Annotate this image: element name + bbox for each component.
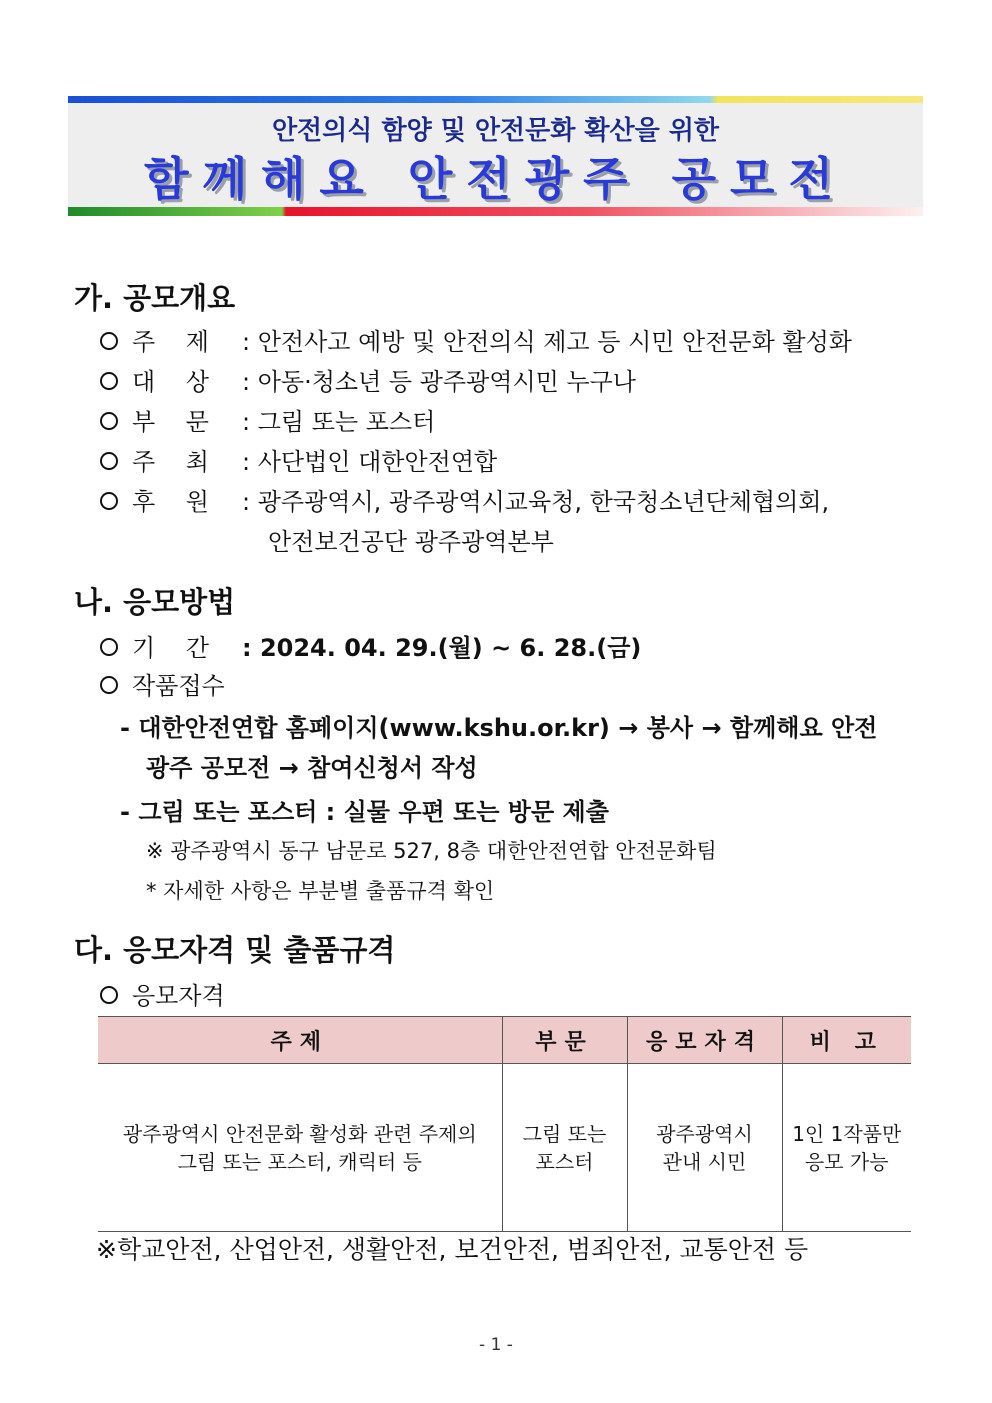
period-value: : 2024. 04. 29.(월) ~ 6. 28.(금) bbox=[242, 634, 642, 662]
page-number: - 1 - bbox=[479, 1335, 513, 1355]
eligibility-table bbox=[98, 1016, 911, 1232]
banner-title: 함께해요 안전광주 공모전 bbox=[144, 152, 847, 206]
submission-step-offline: - 그림 또는 포스터 : 실물 우편 또는 방문 제출 bbox=[120, 798, 609, 826]
cell-text: 포스터 bbox=[535, 1149, 594, 1174]
details-note: * 자세한 사항은 부분별 출품규격 확인 bbox=[146, 879, 495, 903]
cell-topic bbox=[98, 1064, 502, 1232]
cell-text: 1인 1작품만 bbox=[792, 1121, 902, 1146]
header-remarks: 비 고 bbox=[782, 1017, 911, 1064]
item-label: 작품접수 bbox=[132, 672, 225, 700]
overview-item-topic bbox=[100, 322, 852, 357]
overview-item-category bbox=[100, 402, 435, 437]
overview-item-target bbox=[100, 362, 636, 397]
cell-category bbox=[502, 1064, 627, 1232]
submission-step-online: - 대한안전연합 홈페이지(www.kshu.or.kr) → 봉사 → 함께해요 안전 bbox=[120, 714, 878, 742]
circle-bullet-icon bbox=[100, 412, 118, 430]
cell-text: 그림 또는 bbox=[522, 1121, 607, 1146]
item-label: 후 원 bbox=[132, 488, 209, 516]
method-item-period bbox=[100, 628, 641, 663]
item-value: : 안전사고 예방 및 안전의식 제고 등 시민 안전문화 활성화 bbox=[242, 328, 852, 356]
banner-subtitle: 안전의식 함양 및 안전문화 확산을 위한 bbox=[271, 116, 720, 146]
cell-eligibility bbox=[627, 1064, 782, 1232]
cell-remarks bbox=[782, 1064, 911, 1232]
sponsor-continuation: 안전보건공단 광주광역본부 bbox=[268, 528, 554, 556]
cell-text: 응모 가능 bbox=[804, 1149, 889, 1174]
item-label: 주 최 bbox=[132, 448, 209, 476]
cell-text: 광주광역시 bbox=[656, 1121, 753, 1146]
overview-item-host bbox=[100, 442, 497, 477]
header-topic: 주제 bbox=[98, 1017, 502, 1064]
item-value: : 그림 또는 포스터 bbox=[242, 408, 436, 436]
circle-bullet-icon bbox=[100, 372, 118, 390]
cell-text: 그림 또는 포스터, 캐릭터 등 bbox=[177, 1149, 422, 1174]
circle-bullet-icon bbox=[100, 986, 118, 1004]
item-value: : 사단법인 대한안전연합 bbox=[242, 448, 498, 476]
item-value: : 아동·청소년 등 광주광역시민 누구나 bbox=[242, 368, 636, 396]
table-header-row bbox=[98, 1017, 911, 1064]
item-label: 주 제 bbox=[132, 328, 209, 356]
circle-bullet-icon bbox=[100, 332, 118, 350]
header-category: 부문 bbox=[502, 1017, 627, 1064]
circle-bullet-icon bbox=[100, 676, 118, 694]
item-label: 응모자격 bbox=[132, 982, 225, 1010]
cell-text: 광주광역시 안전문화 활성화 관련 주제의 bbox=[122, 1121, 477, 1146]
table-footnote: ※학교안전, 산업안전, 생활안전, 보건안전, 범죄안전, 교통안전 등 bbox=[96, 1235, 809, 1264]
cell-text: 관내 시민 bbox=[662, 1149, 747, 1174]
item-label: 기 간 bbox=[132, 634, 209, 662]
item-label: 부 문 bbox=[132, 408, 209, 436]
submission-step-online-continued: 광주 공모전 → 참여신청서 작성 bbox=[146, 754, 478, 782]
item-value: : 광주광역시, 광주광역시교육청, 한국청소년단체협의회, bbox=[242, 488, 830, 516]
circle-bullet-icon bbox=[100, 638, 118, 656]
circle-bullet-icon bbox=[100, 492, 118, 510]
section-c-title: 다. 응모자격 및 출품규격 bbox=[74, 933, 396, 967]
section-a-title: 가. 공모개요 bbox=[74, 281, 236, 315]
eligibility-label bbox=[100, 976, 225, 1011]
circle-bullet-icon bbox=[100, 452, 118, 470]
item-label: 대 상 bbox=[132, 368, 209, 396]
method-item-submission bbox=[100, 666, 225, 701]
overview-item-sponsor bbox=[100, 482, 829, 517]
banner-top-bar bbox=[68, 96, 923, 103]
section-b-title: 나. 응모방법 bbox=[74, 585, 236, 619]
table-row bbox=[98, 1064, 911, 1232]
address-note: ※ 광주광역시 동구 남문로 527, 8층 대한안전연합 안전문화팀 bbox=[146, 839, 717, 863]
header-eligibility: 응모자격 bbox=[627, 1017, 782, 1064]
